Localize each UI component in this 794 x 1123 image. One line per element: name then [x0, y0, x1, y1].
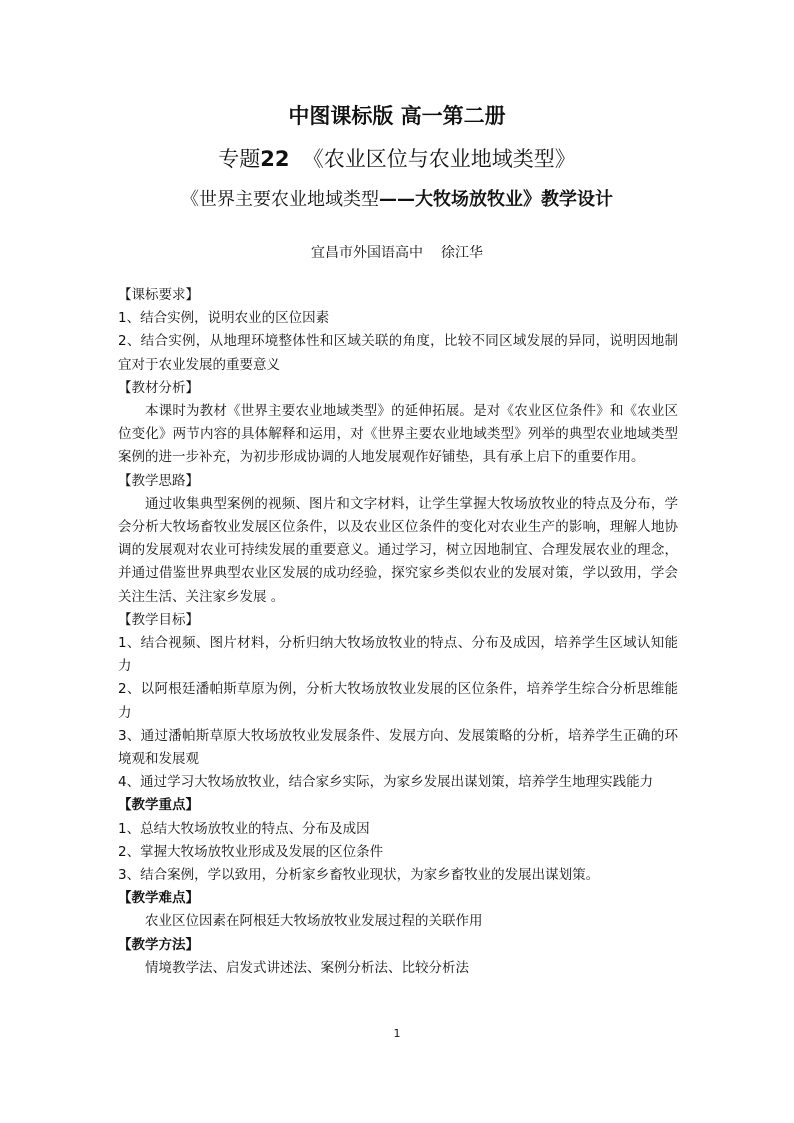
title-subtitle-normal: 《世界主要农业地域类型 [181, 189, 379, 210]
teaching-approach-paragraph: 通过收集典型案例的视频、图片和文字材料，让学生掌握大牧场放牧业的特点及分布，学会分析大牧场畜牧业发展区位条件，以及农业区位条件的变化对农业生产的影响，理解人地协调的发展观对农业可持续发展的重要意义。通过学习，树立因地制宜、合理发展农业的理念，并通过借鉴世界典型农业区发展的成功经验，探究家乡类似农业的发展对策，学以致用，学会关注生活、关注家乡发展 。 [118, 495, 678, 605]
document-title-line3 [0, 185, 794, 215]
methods-paragraph: 情境教学法、启发式讲述法、案例分析法、比较分析法 [145, 959, 469, 976]
objective-item: 1、结合视频、图片材料，分析归纳大牧场放牧业的特点、分布及成因，培养学生区域认知能力 [118, 635, 678, 675]
difficulty-paragraph: 农业区位因素在阿根廷大牧场放牧业发展过程的关联作用 [145, 913, 483, 930]
title-topic-prefix: 专题 [218, 147, 261, 171]
title-subtitle-bold: ——大牧场放牧业》教学设计 [379, 189, 613, 210]
curriculum-item: 2、结合实例，从地理环境整体性和区域关联的角度，比较不同区域发展的异同，说明因地制宜对于农业发展的重要意义 [118, 333, 678, 373]
author-line [0, 242, 794, 264]
section-heading-curriculum: 【课标要求】 [118, 287, 199, 303]
page-number: 1 [393, 1027, 401, 1040]
curriculum-item: 1、结合实例，说明农业的区位因素 [118, 310, 330, 327]
objective-item: 2、以阿根廷潘帕斯草原为例，分析大牧场放牧业发展的区位条件，培养学生综合分析思维能力 [118, 681, 678, 721]
key-point-item: 1、总结大牧场放牧业的特点、分布及成因 [118, 820, 370, 837]
section-heading-methods: 【教学方法】 [118, 936, 199, 953]
section-heading-key-points: 【教学重点】 [118, 797, 199, 814]
key-point-item: 2、掌握大牧场放牧业形成及发展的区位条件 [118, 843, 384, 860]
document-title-line2 [0, 143, 794, 175]
section-heading-difficulties: 【教学难点】 [118, 890, 199, 907]
objective-item: 4、通过学习大牧场放牧业，结合家乡实际，为家乡发展出谋划策，培养学生地理实践能力 [118, 774, 654, 791]
author-school: 宜昌市外国语高中 [311, 245, 423, 261]
section-heading-objectives: 【教学目标】 [118, 611, 199, 628]
key-point-item: 3、结合案例，学以致用，分析家乡畜牧业现状，为家乡畜牧业的发展出谋划策。 [118, 867, 600, 884]
document-title-line1: 中图课标版 高一第二册 [288, 104, 506, 128]
author-name: 徐江华 [441, 245, 483, 261]
section-heading-approach: 【教学思路】 [118, 472, 199, 489]
objective-item: 3、通过潘帕斯草原大牧场放牧业发展条件、发展方向、发展策略的分析，培养学生正确的环境观和发展观 [118, 727, 678, 768]
section-heading-textbook: 【教材分析】 [118, 379, 199, 396]
textbook-analysis-paragraph: 本课时为教材《世界主要农业地域类型》的延伸拓展。是对《农业区位条件》和《农业区位变化》两节内容的具体解释和运用，对《世界主要农业地域类型》列举的典型农业地域类型案例的进一步补充，为初步形成协调的人地发展观作好铺垫，具有承上启下的重要作用。 [118, 403, 678, 466]
title-topic-name: 《农业区位与农业地域类型》 [302, 147, 576, 171]
title-topic-number: 22 [260, 147, 290, 171]
document-body [118, 284, 678, 980]
